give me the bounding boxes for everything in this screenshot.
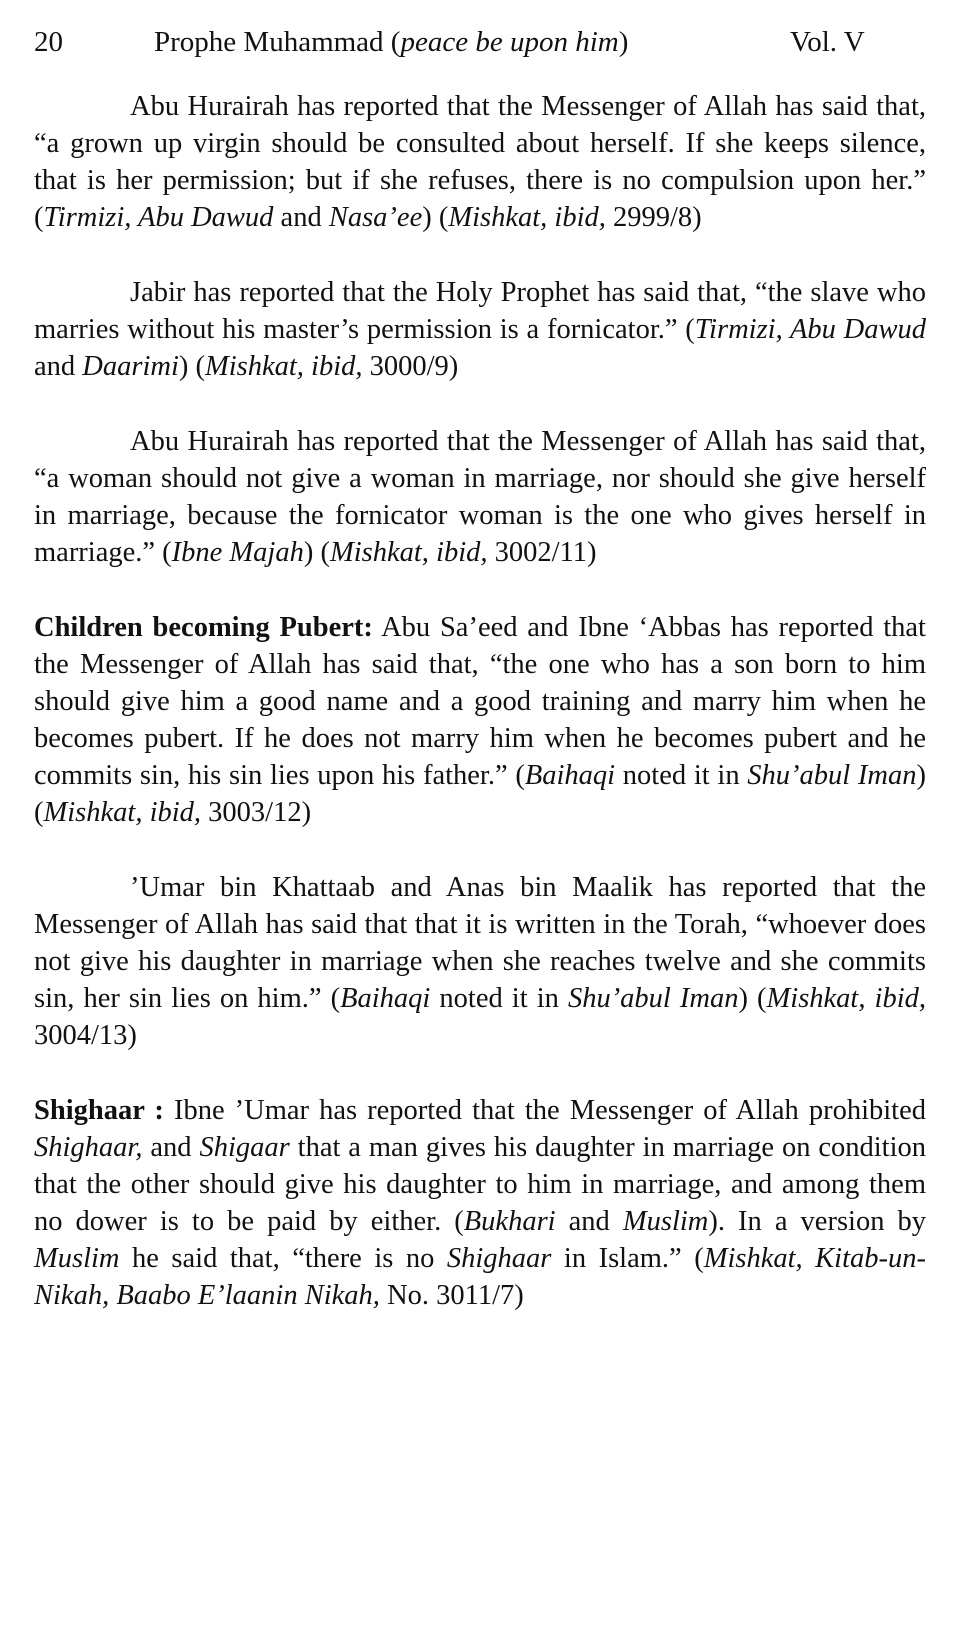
citation-italic: Tirmizi, Abu Dawud: [694, 314, 926, 345]
citation-italic: Muslim: [622, 1206, 709, 1237]
text-run: Ibne ’Umar has reported that the Messenger of Allah prohibited: [163, 1095, 926, 1126]
text-run: noted it in: [430, 983, 568, 1014]
text-run: No. 3011/7): [379, 1280, 524, 1311]
text-run: and: [273, 202, 329, 233]
section-heading: Children becoming Pubert:: [34, 612, 373, 643]
text-run: and: [142, 1132, 200, 1163]
title-close: ): [618, 26, 629, 58]
title-text: Prophe Muhammad (: [154, 26, 401, 58]
text-run: noted it in: [615, 760, 748, 791]
text-run: Abu Hurairah has reported that the Messenger of Allah has said that, “a grown up virgin should be consulted about herself. If she keeps silence, that is her permission; but if she refuses, there is no compulsion upon her.” (: [34, 91, 926, 233]
citation-italic: Mishkat, Kitab-un-Nikah, Baabo E’laanin Nikah,: [34, 1243, 926, 1311]
text-run: 3004/13): [34, 1020, 137, 1051]
citation-italic: Tirmizi, Abu Dawud: [43, 202, 274, 233]
citation-italic: Baihaqi: [340, 983, 431, 1014]
citation-italic: Shu’abul Iman: [747, 760, 917, 791]
citation-italic: Ibne Majah: [171, 537, 304, 568]
text-run: ) (: [34, 760, 927, 828]
book-page: [34, 22, 926, 1352]
term-italic: Shigaar: [199, 1132, 290, 1163]
paragraph-1: [34, 88, 926, 236]
text-run: 3003/12): [201, 797, 312, 828]
term-italic: Shighaar: [446, 1243, 552, 1274]
volume-label: Vol. V: [790, 26, 865, 58]
citation-italic: Mishkat, ibid,: [204, 351, 363, 382]
text-run: he said that, “there is no: [119, 1243, 447, 1274]
text-run: in Islam.” (: [551, 1243, 704, 1274]
citation-italic: Shu’abul Iman: [567, 983, 739, 1014]
page-number: 20: [34, 26, 63, 58]
text-run: ) (: [178, 351, 205, 382]
title-italic: peace be upon him: [400, 26, 619, 58]
text-run: ) (: [422, 202, 449, 233]
paragraph-3: [34, 423, 926, 571]
text-run: Jabir has reported that the Holy Prophet has said that, “the slave who marries without his master’s permission is a fornicator.” (: [34, 277, 926, 345]
text-run: and: [555, 1206, 623, 1237]
citation-italic: Mishkat, ibid,: [329, 537, 488, 568]
text-run: ’Umar bin Khattaab and Anas bin Maalik has reported that the Messenger of Allah has said that that it is written in the Torah, “whoever does not give his daughter in marriage when she reaches twelve and she commits sin, her sin lies on him.” (: [34, 872, 926, 1014]
text-run: ) (: [738, 983, 767, 1014]
citation-italic: Baihaqi: [524, 760, 616, 791]
text-run: and: [34, 351, 83, 382]
term-italic: Shighaar,: [34, 1132, 143, 1163]
citation-italic: Mishkat, ibid,: [766, 983, 926, 1014]
text-run: 2999/8): [605, 202, 702, 233]
citation-italic: Bukhari: [463, 1206, 556, 1237]
section-heading: Shighaar :: [34, 1095, 164, 1126]
paragraph-children-pubert: [34, 609, 926, 831]
page-body: [34, 88, 926, 1314]
text-run: ) (: [303, 537, 330, 568]
text-run: that a man gives his daughter in marriage on condition that the other should give his daughter to him in marriage, and among them no dower is to be paid by either. (: [34, 1132, 927, 1237]
text-run: Abu Sa’eed and Ibne ‘Abbas has reported that the Messenger of Allah has said that, “the one who has a son born to him should give him a good name and a good training and marry him when he becomes pubert. If he does not marry him when he becomes pubert and he commits sin, his sin lies upon his father.” (: [34, 612, 926, 791]
text-run: 3002/11): [487, 537, 597, 568]
text-run: 3000/9): [362, 351, 459, 382]
paragraph-shighaar: [34, 1092, 926, 1314]
text-run: Abu Hurairah has reported that the Messenger of Allah has said that, “a woman should not give a woman in marriage, nor should she give herself in marriage, because the fornicator woman is the one who gives herself in marriage.” (: [34, 426, 926, 568]
text-run: ). In a version by: [708, 1206, 927, 1237]
paragraph-5: [34, 869, 926, 1054]
paragraph-2: [34, 274, 926, 385]
citation-italic: Muslim: [34, 1243, 120, 1274]
citation-italic: Nasa’ee: [328, 202, 423, 233]
running-title: [154, 22, 628, 62]
citation-italic: Mishkat, ibid,: [448, 202, 606, 233]
citation-italic: Mishkat, ibid,: [43, 797, 202, 828]
running-header: [34, 22, 926, 62]
citation-italic: Daarimi: [82, 351, 179, 382]
